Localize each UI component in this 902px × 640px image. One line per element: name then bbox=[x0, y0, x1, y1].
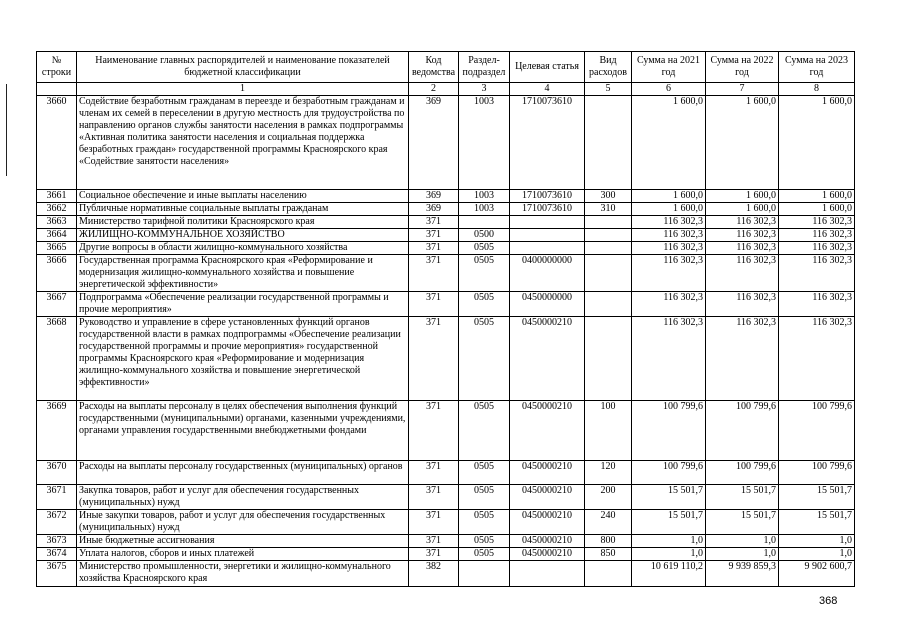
row-name: Министерство промышленности, энергетики и жилищно-коммунального хозяйства Красноярского края bbox=[77, 561, 409, 587]
table-row bbox=[37, 242, 855, 255]
row-number: 3665 bbox=[37, 242, 77, 255]
row-sum-2022: 116 302,3 bbox=[706, 242, 779, 255]
row-sum-2022: 1 600,0 bbox=[706, 96, 779, 190]
page-number: 368 bbox=[819, 595, 838, 607]
row-expense-kind bbox=[585, 242, 632, 255]
column-number bbox=[37, 83, 77, 96]
row-sum-2023: 15 501,7 bbox=[779, 510, 855, 535]
row-dept-code: 369 bbox=[409, 203, 459, 216]
column-number: 7 bbox=[706, 83, 779, 96]
column-number: 5 bbox=[585, 83, 632, 96]
row-section: 0505 bbox=[459, 510, 510, 535]
row-name: Иные бюджетные ассигнования bbox=[77, 535, 409, 548]
row-target-article: 0450000000 bbox=[510, 292, 585, 317]
row-target-article bbox=[510, 216, 585, 229]
row-number: 3671 bbox=[37, 485, 77, 510]
row-sum-2023: 116 302,3 bbox=[779, 216, 855, 229]
header-sum-2023: Сумма на 2023 год bbox=[779, 52, 855, 83]
row-dept-code: 382 bbox=[409, 561, 459, 587]
header-section: Раздел-подраздел bbox=[459, 52, 510, 83]
row-target-article: 0450000210 bbox=[510, 485, 585, 510]
row-section: 0505 bbox=[459, 461, 510, 485]
row-sum-2021: 100 799,6 bbox=[632, 401, 706, 461]
table-row bbox=[37, 461, 855, 485]
row-sum-2021: 1 600,0 bbox=[632, 96, 706, 190]
column-number: 8 bbox=[779, 83, 855, 96]
row-dept-code: 371 bbox=[409, 485, 459, 510]
row-name: Руководство и управление в сфере установленных функций органов государственной власти в рамках подпрограммы «Обеспечение реализации государственной программы и прочие мероприятия» государственной программы Красноярского края «Реформирование и модернизация жилищно-коммунального хозяйства и повышение энергетической эффективности» bbox=[77, 317, 409, 401]
row-dept-code: 371 bbox=[409, 461, 459, 485]
row-number: 3672 bbox=[37, 510, 77, 535]
row-number: 3663 bbox=[37, 216, 77, 229]
row-dept-code: 371 bbox=[409, 255, 459, 292]
row-number: 3662 bbox=[37, 203, 77, 216]
row-section: 0505 bbox=[459, 401, 510, 461]
column-number-row bbox=[37, 83, 855, 96]
row-section bbox=[459, 216, 510, 229]
row-dept-code: 371 bbox=[409, 510, 459, 535]
row-target-article bbox=[510, 561, 585, 587]
row-name: Публичные нормативные социальные выплаты гражданам bbox=[77, 203, 409, 216]
row-sum-2022: 15 501,7 bbox=[706, 485, 779, 510]
row-sum-2023: 1 600,0 bbox=[779, 190, 855, 203]
row-dept-code: 371 bbox=[409, 292, 459, 317]
row-expense-kind bbox=[585, 561, 632, 587]
row-number: 3668 bbox=[37, 317, 77, 401]
table-row bbox=[37, 548, 855, 561]
row-target-article: 0450000210 bbox=[510, 548, 585, 561]
header-sum-2022: Сумма на 2022 год bbox=[706, 52, 779, 83]
row-sum-2023: 116 302,3 bbox=[779, 229, 855, 242]
row-dept-code: 371 bbox=[409, 216, 459, 229]
table-row bbox=[37, 255, 855, 292]
row-section: 0505 bbox=[459, 255, 510, 292]
table-row bbox=[37, 190, 855, 203]
row-number: 3675 bbox=[37, 561, 77, 587]
table-row bbox=[37, 485, 855, 510]
table-row bbox=[37, 96, 855, 190]
row-number: 3673 bbox=[37, 535, 77, 548]
row-dept-code: 371 bbox=[409, 317, 459, 401]
row-sum-2021: 116 302,3 bbox=[632, 216, 706, 229]
row-sum-2021: 116 302,3 bbox=[632, 255, 706, 292]
row-sum-2023: 116 302,3 bbox=[779, 317, 855, 401]
row-sum-2022: 1 600,0 bbox=[706, 190, 779, 203]
row-number: 3661 bbox=[37, 190, 77, 203]
row-dept-code: 369 bbox=[409, 190, 459, 203]
row-section: 0505 bbox=[459, 292, 510, 317]
row-target-article: 1710073610 bbox=[510, 203, 585, 216]
table-header-row bbox=[37, 52, 855, 83]
row-name: Уплата налогов, сборов и иных платежей bbox=[77, 548, 409, 561]
row-name: Расходы на выплаты персоналу государственных (муниципальных) органов bbox=[77, 461, 409, 485]
row-expense-kind bbox=[585, 229, 632, 242]
row-number: 3669 bbox=[37, 401, 77, 461]
table-row bbox=[37, 203, 855, 216]
row-sum-2021: 1 600,0 bbox=[632, 190, 706, 203]
row-dept-code: 369 bbox=[409, 96, 459, 190]
row-sum-2022: 116 302,3 bbox=[706, 255, 779, 292]
column-number: 4 bbox=[510, 83, 585, 96]
row-sum-2021: 1,0 bbox=[632, 548, 706, 561]
row-expense-kind: 850 bbox=[585, 548, 632, 561]
row-sum-2023: 1 600,0 bbox=[779, 203, 855, 216]
row-dept-code: 371 bbox=[409, 535, 459, 548]
column-number: 1 bbox=[77, 83, 409, 96]
row-number: 3667 bbox=[37, 292, 77, 317]
row-expense-kind bbox=[585, 317, 632, 401]
row-sum-2021: 116 302,3 bbox=[632, 317, 706, 401]
column-number: 3 bbox=[459, 83, 510, 96]
row-sum-2021: 116 302,3 bbox=[632, 229, 706, 242]
row-target-article: 0400000000 bbox=[510, 255, 585, 292]
budget-table bbox=[36, 51, 855, 587]
row-sum-2021: 116 302,3 bbox=[632, 292, 706, 317]
table-row bbox=[37, 510, 855, 535]
row-section: 0505 bbox=[459, 535, 510, 548]
row-expense-kind: 310 bbox=[585, 203, 632, 216]
row-sum-2021: 1,0 bbox=[632, 535, 706, 548]
header-dept-code: Код ведомства bbox=[409, 52, 459, 83]
row-sum-2022: 1 600,0 bbox=[706, 203, 779, 216]
row-target-article bbox=[510, 229, 585, 242]
table-row bbox=[37, 317, 855, 401]
row-name: Содействие безработным гражданам в переезде и безработным гражданам и членам их семей в переселении в другую местность для трудоустройства по направлению органов службы занятости населения в рамках подпрограммы «Активная политика занятости населения и социальная поддержка безработных граждан» государственной программы Красноярского края «Содействие занятости населения» bbox=[77, 96, 409, 190]
row-sum-2023: 116 302,3 bbox=[779, 242, 855, 255]
row-section: 0505 bbox=[459, 242, 510, 255]
row-sum-2023: 1 600,0 bbox=[779, 96, 855, 190]
row-number: 3664 bbox=[37, 229, 77, 242]
row-sum-2021: 10 619 110,2 bbox=[632, 561, 706, 587]
header-name: Наименование главных распорядителей и наименование показателей бюджетной классификации bbox=[77, 52, 409, 83]
row-number: 3670 bbox=[37, 461, 77, 485]
row-name: Другие вопросы в области жилищно-коммунального хозяйства bbox=[77, 242, 409, 255]
row-target-article bbox=[510, 242, 585, 255]
row-sum-2023: 100 799,6 bbox=[779, 401, 855, 461]
row-sum-2023: 1,0 bbox=[779, 535, 855, 548]
row-target-article: 1710073610 bbox=[510, 190, 585, 203]
row-sum-2022: 1,0 bbox=[706, 548, 779, 561]
row-dept-code: 371 bbox=[409, 229, 459, 242]
row-target-article: 0450000210 bbox=[510, 401, 585, 461]
row-sum-2022: 100 799,6 bbox=[706, 461, 779, 485]
row-name: Государственная программа Красноярского края «Реформирование и модернизация жилищно-коммунального хозяйства и повышение энергетической эффективности» bbox=[77, 255, 409, 292]
column-number: 6 bbox=[632, 83, 706, 96]
row-sum-2023: 1,0 bbox=[779, 548, 855, 561]
row-name: Закупка товаров, работ и услуг для обеспечения государственных (муниципальных) нужд bbox=[77, 485, 409, 510]
row-expense-kind bbox=[585, 292, 632, 317]
row-sum-2023: 116 302,3 bbox=[779, 255, 855, 292]
row-expense-kind: 200 bbox=[585, 485, 632, 510]
table-row bbox=[37, 292, 855, 317]
row-sum-2021: 15 501,7 bbox=[632, 510, 706, 535]
row-sum-2023: 100 799,6 bbox=[779, 461, 855, 485]
row-name: Министерство тарифной политики Красноярского края bbox=[77, 216, 409, 229]
row-sum-2021: 1 600,0 bbox=[632, 203, 706, 216]
row-expense-kind bbox=[585, 255, 632, 292]
row-number: 3660 bbox=[37, 96, 77, 190]
row-number: 3666 bbox=[37, 255, 77, 292]
row-section bbox=[459, 561, 510, 587]
row-section: 0500 bbox=[459, 229, 510, 242]
row-expense-kind: 120 bbox=[585, 461, 632, 485]
row-target-article: 0450000210 bbox=[510, 461, 585, 485]
row-target-article: 1710073610 bbox=[510, 96, 585, 190]
row-expense-kind: 240 bbox=[585, 510, 632, 535]
row-section: 1003 bbox=[459, 190, 510, 203]
row-section: 1003 bbox=[459, 96, 510, 190]
row-dept-code: 371 bbox=[409, 548, 459, 561]
table-row bbox=[37, 229, 855, 242]
row-name: Расходы на выплаты персоналу в целях обеспечения выполнения функций государственными (муниципальными) органами, казенными учреждениями, органами управления государственными внебюджетными фондами bbox=[77, 401, 409, 461]
header-row-number: № строки bbox=[37, 52, 77, 83]
row-target-article: 0450000210 bbox=[510, 510, 585, 535]
row-expense-kind bbox=[585, 216, 632, 229]
row-target-article: 0450000210 bbox=[510, 535, 585, 548]
table-row bbox=[37, 216, 855, 229]
row-name: Социальное обеспечение и иные выплаты населению bbox=[77, 190, 409, 203]
row-name: Подпрограмма «Обеспечение реализации государственной программы и прочие мероприятия» bbox=[77, 292, 409, 317]
row-sum-2023: 15 501,7 bbox=[779, 485, 855, 510]
table-row bbox=[37, 401, 855, 461]
header-expense-kind: Вид расходов bbox=[585, 52, 632, 83]
row-section: 0505 bbox=[459, 548, 510, 561]
header-target-article: Целевая статья bbox=[510, 52, 585, 83]
row-expense-kind: 800 bbox=[585, 535, 632, 548]
row-sum-2022: 116 302,3 bbox=[706, 317, 779, 401]
row-sum-2022: 116 302,3 bbox=[706, 216, 779, 229]
row-dept-code: 371 bbox=[409, 401, 459, 461]
row-expense-kind: 100 bbox=[585, 401, 632, 461]
row-sum-2021: 116 302,3 bbox=[632, 242, 706, 255]
row-name: Иные закупки товаров, работ и услуг для обеспечения государственных (муниципальных) нужд bbox=[77, 510, 409, 535]
row-expense-kind: 300 bbox=[585, 190, 632, 203]
row-name: ЖИЛИЩНО-КОММУНАЛЬНОЕ ХОЗЯЙСТВО bbox=[77, 229, 409, 242]
row-sum-2023: 9 902 600,7 bbox=[779, 561, 855, 587]
row-sum-2022: 1,0 bbox=[706, 535, 779, 548]
row-sum-2022: 116 302,3 bbox=[706, 229, 779, 242]
table-row bbox=[37, 561, 855, 587]
row-sum-2023: 116 302,3 bbox=[779, 292, 855, 317]
row-target-article: 0450000210 bbox=[510, 317, 585, 401]
row-sum-2021: 15 501,7 bbox=[632, 485, 706, 510]
row-sum-2022: 9 939 859,3 bbox=[706, 561, 779, 587]
row-sum-2022: 116 302,3 bbox=[706, 292, 779, 317]
row-section: 1003 bbox=[459, 203, 510, 216]
row-sum-2022: 100 799,6 bbox=[706, 401, 779, 461]
row-number: 3674 bbox=[37, 548, 77, 561]
row-expense-kind bbox=[585, 96, 632, 190]
row-section: 0505 bbox=[459, 317, 510, 401]
row-sum-2022: 15 501,7 bbox=[706, 510, 779, 535]
row-dept-code: 371 bbox=[409, 242, 459, 255]
row-sum-2021: 100 799,6 bbox=[632, 461, 706, 485]
row-section: 0505 bbox=[459, 485, 510, 510]
column-number: 2 bbox=[409, 83, 459, 96]
table-row bbox=[37, 535, 855, 548]
scan-margin-line bbox=[6, 84, 7, 176]
header-sum-2021: Сумма на 2021 год bbox=[632, 52, 706, 83]
